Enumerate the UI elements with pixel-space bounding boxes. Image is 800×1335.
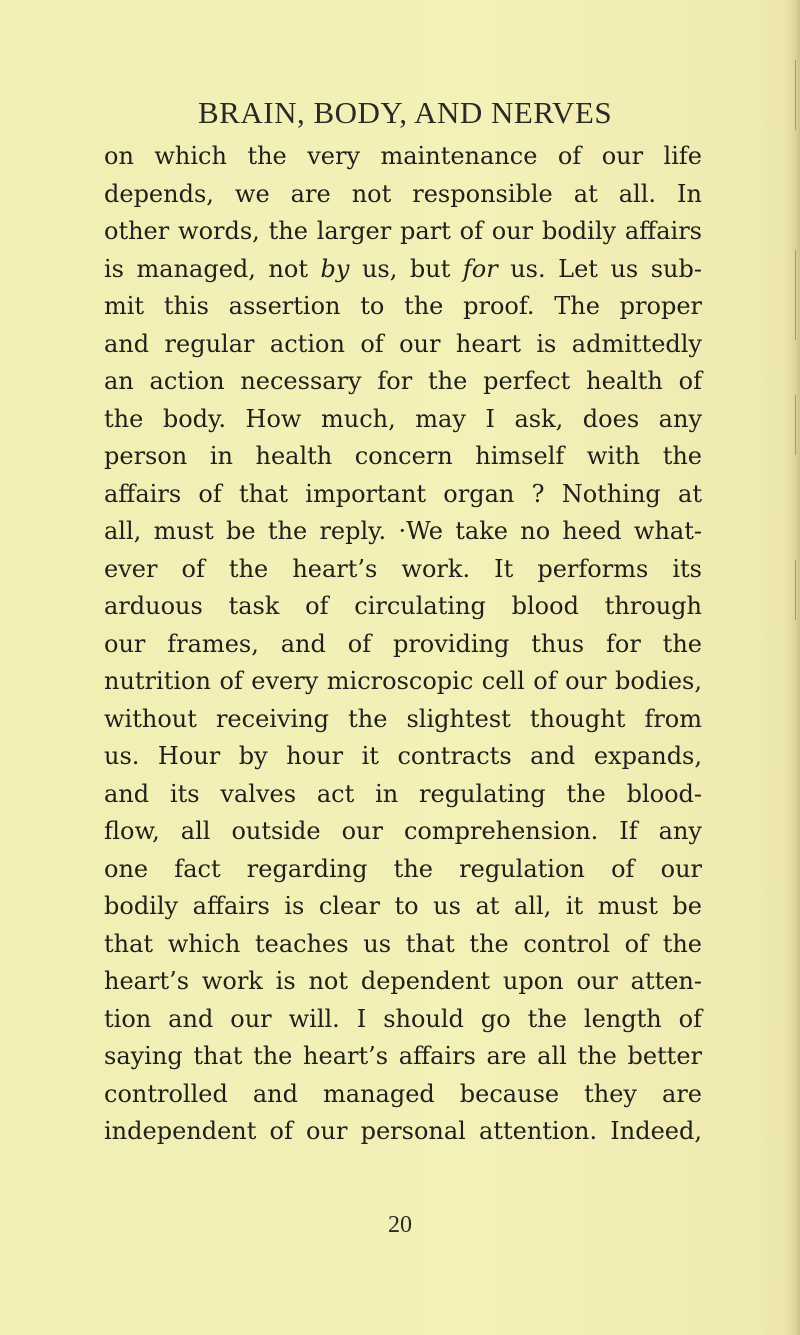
text-line: independent of our personal attention. Indeed,: [104, 1117, 702, 1145]
text-line: us. Hour by hour it contracts and expands,: [104, 742, 702, 770]
body-text: [104, 138, 702, 1151]
text-line: and its valves act in regulating the blood-: [104, 779, 702, 808]
text-line: is managed, not by us, but for us. Let us sub-: [104, 254, 702, 283]
text-line: one fact regarding the regulation of our: [104, 854, 702, 883]
text-line: the body. How much, may I ask, does any: [104, 404, 702, 433]
text-line: and regular action of our heart is admittedly: [104, 329, 702, 358]
text-line: depends, we are not responsible at all. In: [104, 179, 702, 208]
text-line: on which the very maintenance of our life: [104, 142, 702, 170]
text-line: person in health concern himself with the: [104, 442, 702, 470]
text-line: all, must be the reply. ·We take no heed what-: [104, 517, 702, 545]
text-line: that which teaches us that the control of the: [104, 929, 702, 958]
page-edge-mark: [795, 60, 796, 130]
text-line: ever of the heart’s work. It performs its: [104, 554, 702, 583]
italic-word: for: [462, 254, 498, 283]
text-line: nutrition of every microscopic cell of our bodies,: [104, 667, 702, 695]
text-line: saying that the heart’s affairs are all the better: [104, 1042, 702, 1070]
italic-word: by: [320, 254, 350, 283]
text-line: without receiving the slightest thought from: [104, 704, 702, 733]
page-edge-mark: [795, 395, 796, 455]
text-line: affairs of that important organ ? Nothing at: [104, 479, 702, 508]
running-head: BRAIN, BODY, AND NERVES: [198, 95, 613, 130]
text-line: controlled and managed because they are: [104, 1079, 702, 1108]
text-line: our frames, and of providing thus for the: [104, 629, 702, 658]
page-edge-mark: [795, 560, 796, 620]
page-edge-shadow: [786, 0, 800, 1335]
text-line: bodily affairs is clear to us at all, it must be: [104, 892, 702, 920]
text-line: tion and our will. I should go the length of: [104, 1004, 702, 1033]
text-line: arduous task of circulating blood through: [104, 592, 702, 620]
text-line: other words, the larger part of our bodily affairs: [104, 217, 702, 245]
text-line: an action necessary for the perfect health of: [104, 367, 702, 395]
text-line: heart’s work is not dependent upon our atten-: [104, 967, 702, 995]
page-number: 20: [388, 1212, 412, 1238]
text-line: flow, all outside our comprehension. If any: [104, 817, 702, 845]
text-line: mit this assertion to the proof. The proper: [104, 292, 702, 320]
page-edge-mark: [795, 250, 796, 340]
